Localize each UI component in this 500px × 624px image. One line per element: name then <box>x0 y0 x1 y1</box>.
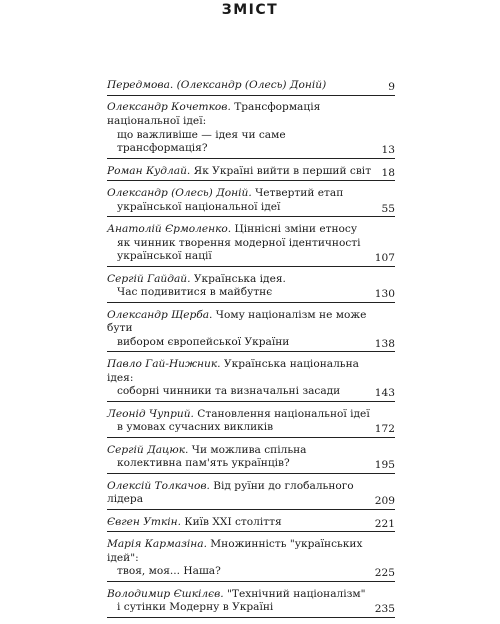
toc-title-line: Ціннісні зміни етносу <box>231 222 358 235</box>
toc-entry-first-line <box>107 538 373 565</box>
toc-entry <box>107 309 395 350</box>
toc-entry <box>107 79 395 93</box>
toc-leader-rule <box>107 473 395 474</box>
toc-title-line: колективна пам'ять українців? <box>117 457 290 470</box>
toc-entry <box>107 358 395 399</box>
toc-title-line: Від руїни до глобального лідера <box>107 479 354 506</box>
toc-leader-rule <box>107 531 395 532</box>
toc-page-number: 225 <box>374 567 395 580</box>
toc-title-line: в умовах сучасних викликів <box>117 421 274 434</box>
toc-author: Євген Уткін. <box>107 515 182 528</box>
toc-page-number: 13 <box>381 144 395 157</box>
toc-leader-rule <box>107 266 395 267</box>
toc-entry-first-line <box>107 358 373 385</box>
toc-entry <box>107 538 395 579</box>
toc-author: Володимир Єшкілєв. <box>107 587 224 600</box>
toc-title-line: української нації <box>117 250 212 263</box>
toc-page-number: 209 <box>374 495 395 508</box>
toc-entry-first-line <box>107 273 373 287</box>
toc-title-line: Чи можлива спільна <box>188 443 307 456</box>
toc-title-line: Як Україні вийти в перший світ <box>190 164 372 177</box>
toc-author: Олександр Кочетков. <box>107 101 231 114</box>
toc-author: Анатолій Єрмоленко. <box>107 222 232 235</box>
toc-entry <box>107 588 395 615</box>
toc-page-number: 221 <box>374 517 395 530</box>
toc-author: Олександр (Олесь) Доній. <box>107 186 252 199</box>
toc-entry-first-line <box>107 516 373 530</box>
toc-title-line: Час подивитися в майбутнє <box>117 286 273 299</box>
toc-leader-rule <box>107 351 395 352</box>
toc-author: Олександр Щерба. <box>107 308 213 321</box>
toc-page-number: 18 <box>381 166 395 179</box>
toc-leader-rule <box>107 509 395 510</box>
toc-author: Марія Кармазіна. <box>107 538 207 550</box>
toc-entry <box>107 187 395 214</box>
toc-title-line: Множинність "українських ідей": <box>107 538 363 564</box>
toc-title-line: як чинник творення модерної ідентичності <box>117 236 361 249</box>
toc-author: Передмова. (Олександр (Олесь) Доній) <box>107 79 327 91</box>
toc-title-line: Становлення національної ідеї <box>193 407 370 420</box>
page-title: ЗМІСТ <box>221 2 279 18</box>
toc-page-number: 143 <box>374 387 395 400</box>
toc-author: Роман Кудлай. <box>107 164 191 177</box>
toc-leader-rule <box>107 302 395 303</box>
toc-title-line: Українська національна ідея: <box>107 358 359 384</box>
toc-entry-first-line <box>107 408 373 422</box>
toc-title-line: Київ XXI століття <box>181 515 282 528</box>
toc-entry <box>107 444 395 471</box>
toc-entry <box>107 516 395 530</box>
toc-author: Олексій Толкачов. <box>107 479 210 492</box>
toc-leader-rule <box>107 216 395 217</box>
toc-page-number: 138 <box>374 337 395 350</box>
toc-page-number: 130 <box>374 288 395 301</box>
toc-leader-rule <box>107 401 395 402</box>
toc-title-line: твоя, моя... Наша? <box>117 565 221 578</box>
toc-entry-first-line <box>107 101 373 128</box>
toc-page-number: 195 <box>374 459 395 472</box>
toc-entry <box>107 480 395 507</box>
toc-entry <box>107 273 395 300</box>
toc-entry-first-line <box>107 79 373 93</box>
toc-author: Сергій Гайдай. <box>107 272 191 285</box>
toc-leader-rule <box>107 581 395 582</box>
toc-title-line: вибором європейської України <box>117 335 290 348</box>
toc-title-line: і сутінки Модерну в Україні <box>117 601 274 614</box>
toc-entry <box>107 223 395 264</box>
table-of-contents <box>107 79 395 624</box>
toc-title-line: Українська ідея. <box>190 272 286 285</box>
toc-title-line: Трансформація національної ідеї: <box>107 101 321 127</box>
toc-entry-first-line <box>107 444 373 458</box>
toc-author: Сергій Дацюк. <box>107 443 189 456</box>
toc-title-line: української національної ідеї <box>117 200 281 213</box>
toc-title-line: Четвертий етап <box>251 186 344 199</box>
toc-leader-rule <box>107 180 395 181</box>
toc-entry <box>107 165 395 179</box>
toc-page-number: 172 <box>374 423 395 436</box>
toc-title-line: "Технічний націоналізм" <box>223 587 366 600</box>
toc-leader-rule <box>107 158 395 159</box>
toc-leader-rule <box>107 617 395 618</box>
toc-title-line: Чому націоналізм не може бути <box>107 308 367 335</box>
toc-leader-rule <box>107 437 395 438</box>
toc-entry <box>107 408 395 435</box>
toc-title-line: соборні чинники та визначальні засади <box>117 385 341 398</box>
toc-entry-first-line <box>107 588 373 602</box>
toc-entry-first-line <box>107 223 373 237</box>
toc-entry-first-line <box>107 187 373 201</box>
toc-title-line: що важливіше — ідея чи саме трансформація? <box>117 128 286 155</box>
toc-entry-first-line <box>107 165 373 179</box>
toc-entry <box>107 101 395 155</box>
toc-author: Павло Гай-Нижник. <box>107 358 221 371</box>
toc-entry-first-line <box>107 309 373 336</box>
toc-page-number: 235 <box>374 603 395 616</box>
toc-author: Леонід Чуприй. <box>107 407 194 420</box>
toc-page-number: 55 <box>381 202 395 215</box>
toc-page-number: 107 <box>374 252 395 265</box>
toc-page-number: 9 <box>388 81 395 93</box>
toc-entry-first-line <box>107 480 373 507</box>
toc-leader-rule <box>107 95 395 96</box>
